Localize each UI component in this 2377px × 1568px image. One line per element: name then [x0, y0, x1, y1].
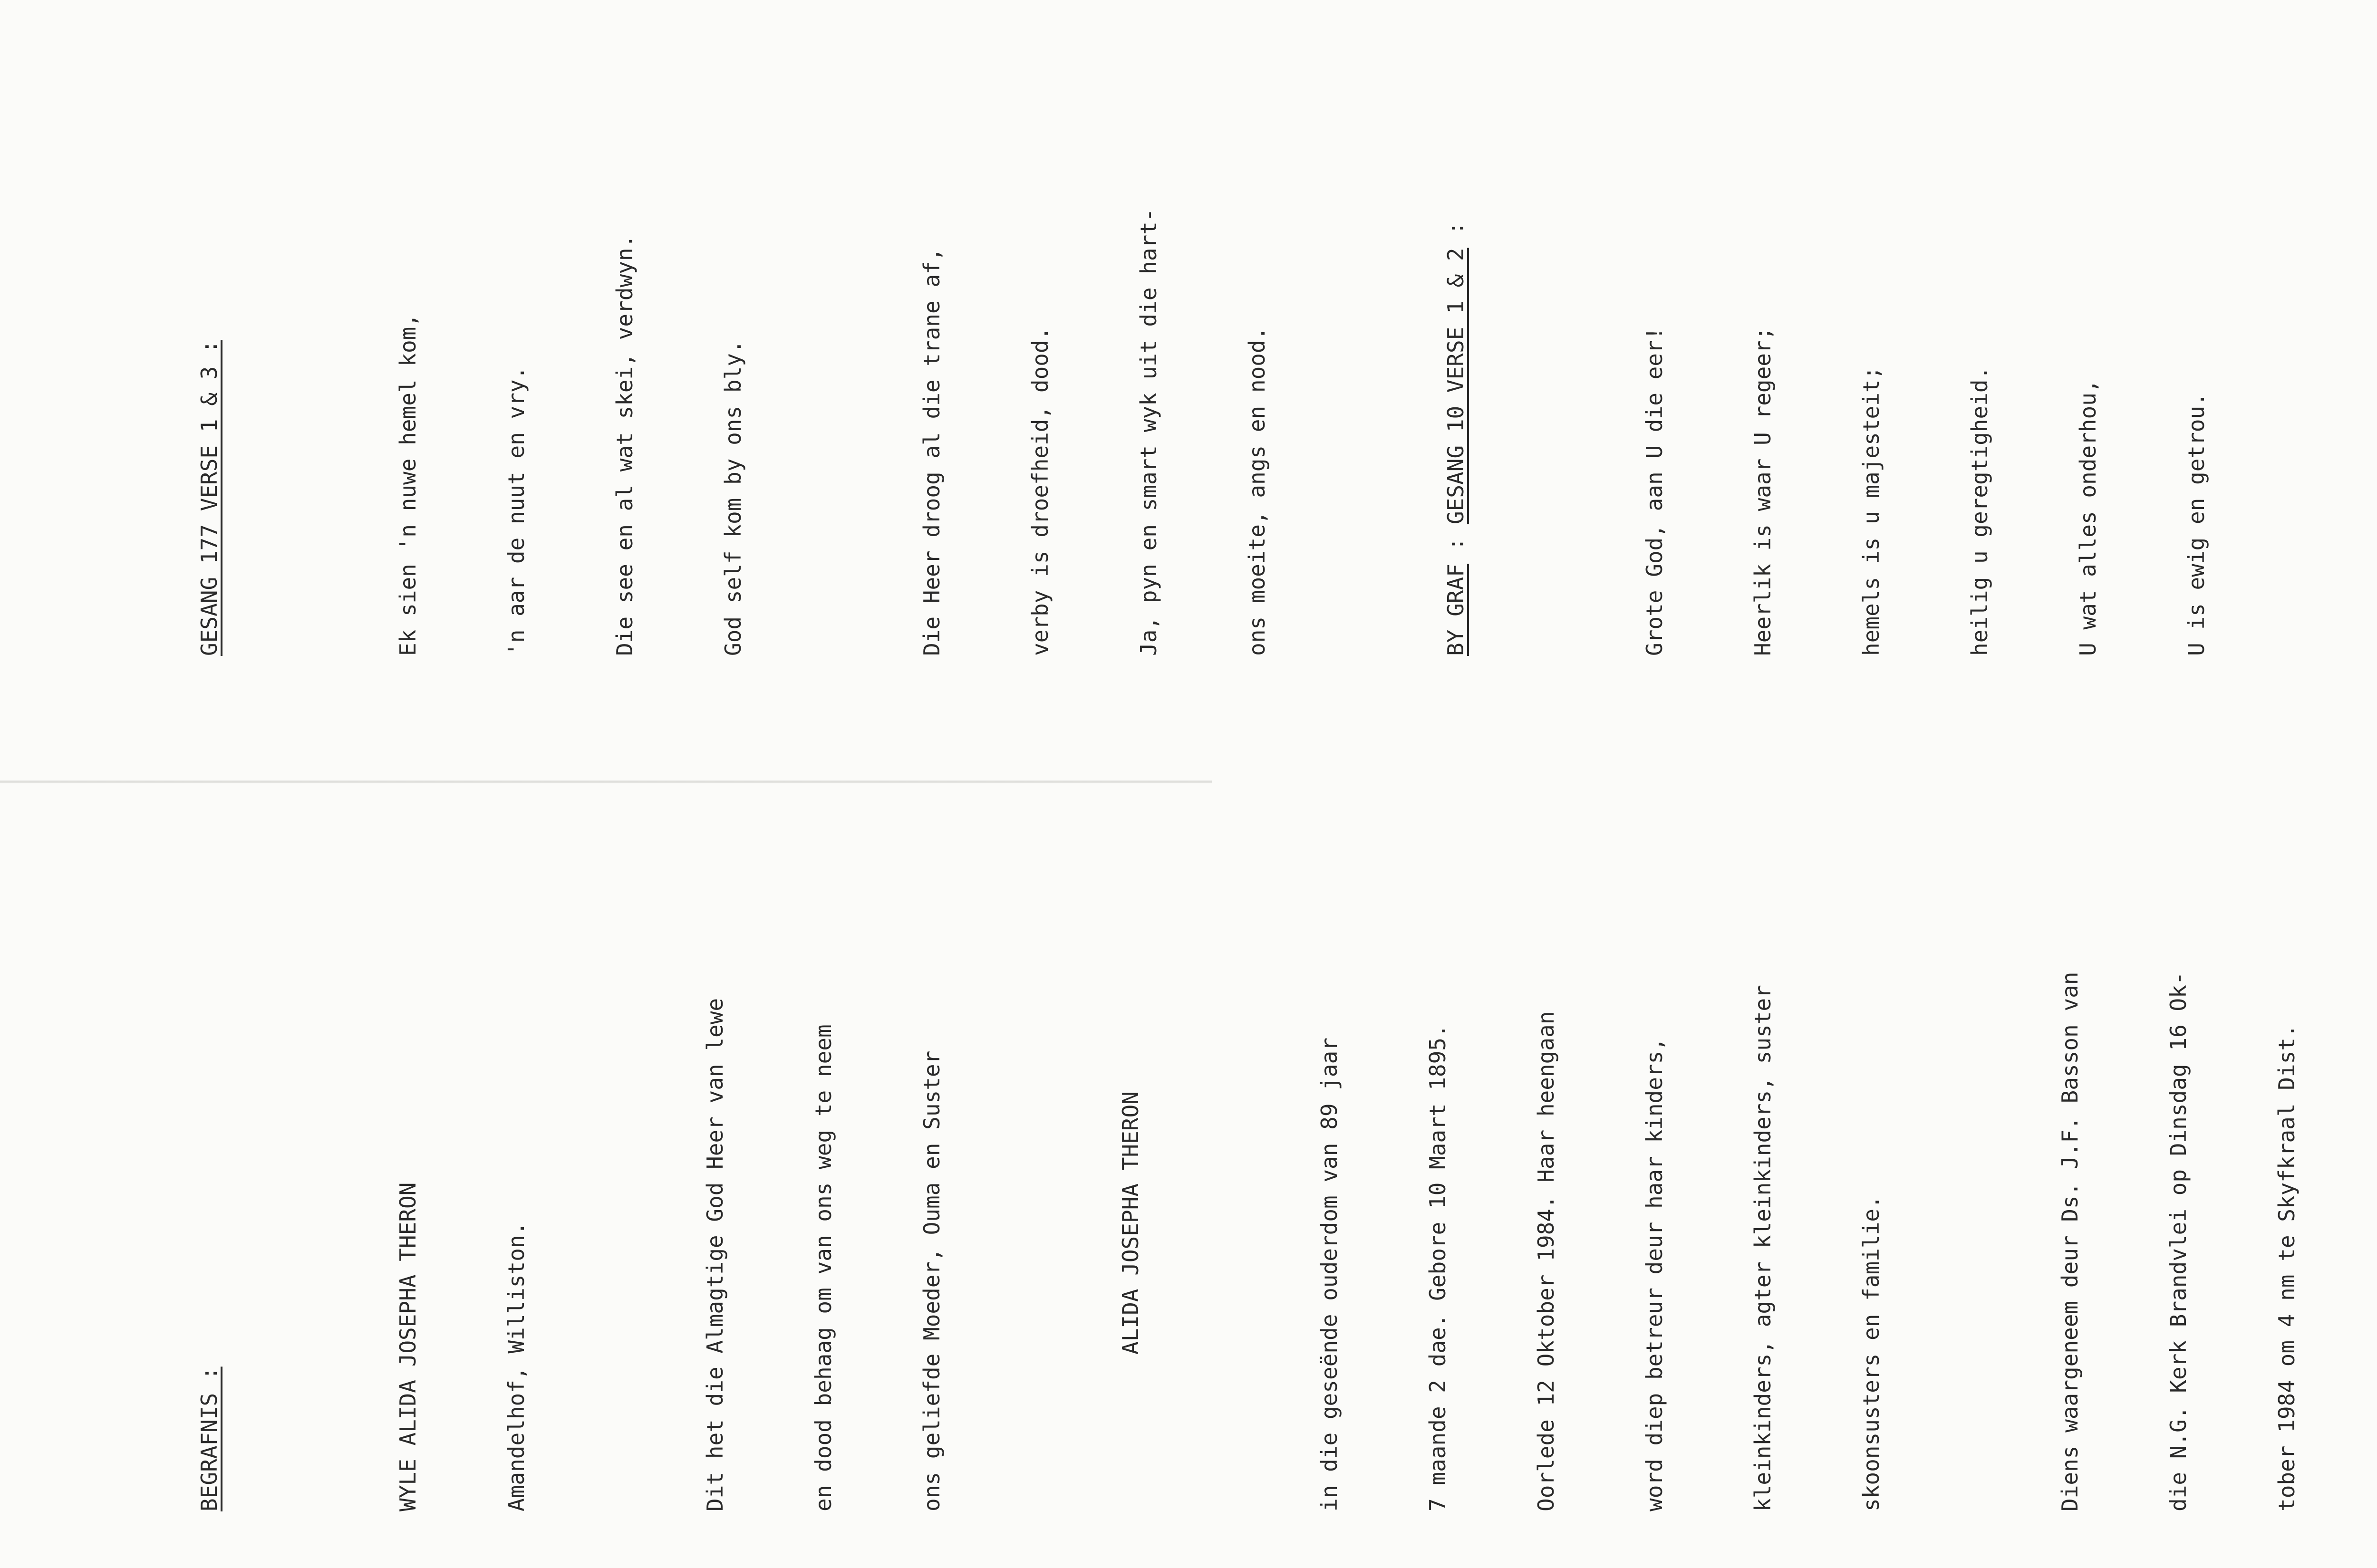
- hymn2-line: Grote God, aan U die eer!: [1642, 327, 1667, 656]
- hymn1-line: God self kom by ons bly.: [720, 340, 746, 656]
- hymn2-line: heilig u geregtigheid.: [1967, 366, 1992, 656]
- service-line: tober 1984 om 4 nm te Skyfkraal Dist.: [2274, 1024, 2300, 1511]
- bio-line: in die geseënde ouderdom van 89 jaar: [1316, 1038, 1342, 1511]
- notice-line: Dit het die Almagtige God Heer van lewe: [702, 998, 728, 1511]
- hymn2-line: Heerlik is waar U regeer;: [1750, 327, 1776, 656]
- hymn2-line: hemels is u majesteit;: [1858, 366, 1884, 656]
- notice-line: en dood behaag om van ons weg te neem: [811, 1024, 836, 1511]
- funeral-heading: BEGRAFNIS :: [196, 1366, 222, 1511]
- graveside-row: [1438, 24, 1474, 656]
- bio-line: 7 maande 2 dae. Gebore 10 Maart 1895.: [1425, 1024, 1450, 1511]
- hymn1-line: ons moeite, angs en nood.: [1244, 327, 1270, 656]
- service-line: Diens waargeneem deur Ds. J.F. Basson van: [2057, 972, 2083, 1511]
- hymn1-line: 'n aar de nuut en vry.: [503, 366, 529, 656]
- hymn1-line: verby is droefheid, dood.: [1027, 327, 1053, 656]
- hymn1-heading: GESANG 177 VERSE 1 & 3 :: [196, 340, 222, 656]
- bio-line: kleinkinders, agter kleinkinders, suster: [1750, 985, 1776, 1511]
- right-column: [119, 24, 2209, 656]
- graveside-label: BY GRAF: [1443, 564, 1469, 656]
- hymn1-line: Die see en al wat skei, verdwyn.: [612, 234, 638, 656]
- hymn2-colon: :: [1443, 221, 1469, 248]
- graveside-sep: :: [1443, 524, 1469, 564]
- bio-line: Oorlede 12 Oktober 1984. Haar heengaan: [1533, 1011, 1559, 1511]
- bio-line: word diep betreur deur haar kinders,: [1642, 1038, 1667, 1511]
- hymn1-line: Die Heer droog al die trane af,: [919, 248, 945, 656]
- deceased-name: WYLE ALIDA JOSEPHA THERON: [395, 1182, 421, 1511]
- deceased-residence: Amandelhof, Williston.: [503, 1222, 529, 1511]
- hymn2-heading: GESANG 10 VERSE 1 & 2: [1443, 248, 1469, 525]
- notice-line: ons geliefde Moeder, Ouma en Suster: [919, 1050, 945, 1511]
- service-line: die N.G. Kerk Brandvlei op Dinsdag 16 Ok-: [2165, 972, 2191, 1511]
- deceased-full-name: ALIDA JOSEPHA THERON: [1118, 1091, 1143, 1355]
- hymn2-line: U wat alles onderhou,: [2075, 379, 2101, 656]
- bio-line: skoonsusters en familie.: [1858, 1195, 1884, 1511]
- hymn2-line: U is ewig en getrou.: [2184, 393, 2209, 656]
- hymn1-line: Ek sien 'n nuwe hemel kom,: [395, 313, 421, 656]
- hymn1-line: Ja, pyn en smart wyk uit die hart-: [1136, 208, 1161, 656]
